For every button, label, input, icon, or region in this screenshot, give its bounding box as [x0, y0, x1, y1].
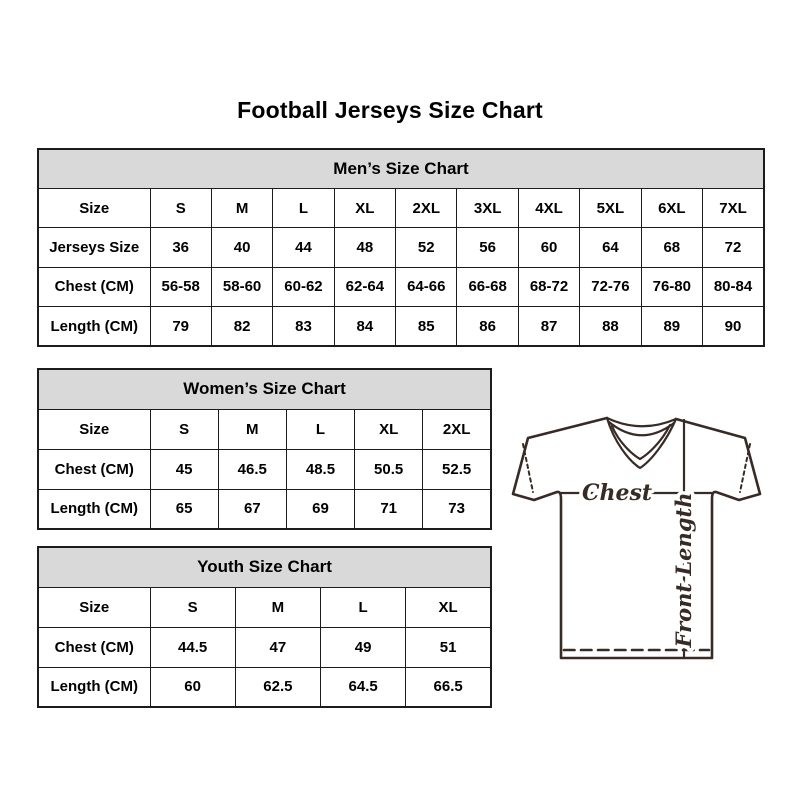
table-cell: 36: [150, 228, 211, 267]
table-cell: 66.5: [406, 667, 491, 707]
table-cell: 52.5: [423, 449, 491, 489]
table-cell: M: [218, 409, 286, 449]
table-cell: S: [150, 587, 235, 627]
table-row: [38, 228, 764, 267]
table-cell: XL: [406, 587, 491, 627]
table-cell: 66-68: [457, 267, 518, 306]
table-cell: 52: [396, 228, 457, 267]
table-cell: 47: [235, 627, 320, 667]
table-cell: 49: [321, 627, 406, 667]
table-cell: 83: [273, 307, 334, 346]
row-label: Chest (CM): [38, 267, 150, 306]
table-cell: 69: [286, 489, 354, 529]
table-cell: 82: [211, 307, 272, 346]
table-cell: 68: [641, 228, 702, 267]
table-cell: 48: [334, 228, 395, 267]
table-cell: 68-72: [518, 267, 579, 306]
row-label: Length (CM): [38, 489, 150, 529]
table-cell: L: [273, 188, 334, 227]
table-cell: 46.5: [218, 449, 286, 489]
row-label: Chest (CM): [38, 449, 150, 489]
table-cell: 80-84: [703, 267, 764, 306]
table-cell: 4XL: [518, 188, 579, 227]
table-cell: 56-58: [150, 267, 211, 306]
table-cell: 2XL: [396, 188, 457, 227]
table-cell: 50.5: [355, 449, 423, 489]
row-label: Jerseys Size: [38, 228, 150, 267]
left-cuff-dashed-line: [523, 444, 533, 492]
row-label: Length (CM): [38, 307, 150, 346]
youth-size-table: [37, 546, 492, 708]
table-title: Men’s Size Chart: [38, 149, 764, 188]
right-cuff-dashed-line: [740, 444, 750, 492]
mens-size-table: [37, 148, 765, 347]
jersey-collar: [607, 418, 676, 468]
table-cell: 79: [150, 307, 211, 346]
table-row: [38, 667, 491, 707]
row-label: Length (CM): [38, 667, 150, 707]
table-cell: 67: [218, 489, 286, 529]
table-cell: 88: [580, 307, 641, 346]
table-cell: 60: [518, 228, 579, 267]
table-row: [38, 587, 491, 627]
table-cell: 7XL: [703, 188, 764, 227]
page-title: Football Jerseys Size Chart: [237, 97, 543, 123]
row-label: Chest (CM): [38, 627, 150, 667]
table-row: [38, 307, 764, 346]
jersey-body-outline: [513, 418, 760, 658]
table-cell: M: [235, 587, 320, 627]
jersey-measurement-diagram: [500, 398, 780, 678]
row-label: Size: [38, 587, 150, 627]
chest-label: Chest: [581, 480, 653, 506]
table-cell: 56: [457, 228, 518, 267]
table-cell: 44.5: [150, 627, 235, 667]
table-cell: 87: [518, 307, 579, 346]
table-cell: XL: [334, 188, 395, 227]
table-cell: 90: [703, 307, 764, 346]
table-row: [38, 188, 764, 227]
table-cell: 64-66: [396, 267, 457, 306]
table-cell: S: [150, 409, 218, 449]
row-label: Size: [38, 188, 150, 227]
table-cell: 58-60: [211, 267, 272, 306]
table-cell: 65: [150, 489, 218, 529]
table-cell: M: [211, 188, 272, 227]
table-cell: 60-62: [273, 267, 334, 306]
front-length-label: Front Length: [671, 492, 696, 648]
table-title: Women’s Size Chart: [38, 369, 491, 409]
table-cell: 64: [580, 228, 641, 267]
table-row: [38, 409, 491, 449]
table-cell: 45: [150, 449, 218, 489]
table-cell: 64.5: [321, 667, 406, 707]
table-cell: 5XL: [580, 188, 641, 227]
table-cell: 44: [273, 228, 334, 267]
table-cell: 89: [641, 307, 702, 346]
row-label: Size: [38, 409, 150, 449]
table-cell: 3XL: [457, 188, 518, 227]
table-cell: S: [150, 188, 211, 227]
table-cell: XL: [355, 409, 423, 449]
table-cell: 73: [423, 489, 491, 529]
table-cell: 6XL: [641, 188, 702, 227]
table-cell: 71: [355, 489, 423, 529]
table-title: Youth Size Chart: [38, 547, 491, 587]
table-cell: 86: [457, 307, 518, 346]
table-cell: 40: [211, 228, 272, 267]
table-cell: 62-64: [334, 267, 395, 306]
table-row: [38, 267, 764, 306]
table-row: [38, 449, 491, 489]
womens-size-table: [37, 368, 492, 530]
table-cell: 62.5: [235, 667, 320, 707]
table-cell: 2XL: [423, 409, 491, 449]
table-row: [38, 489, 491, 529]
table-cell: 60: [150, 667, 235, 707]
table-cell: 84: [334, 307, 395, 346]
table-cell: 85: [396, 307, 457, 346]
table-cell: L: [321, 587, 406, 627]
table-row: [38, 627, 491, 667]
table-cell: L: [286, 409, 354, 449]
table-cell: 72-76: [580, 267, 641, 306]
table-cell: 76-80: [641, 267, 702, 306]
table-cell: 72: [703, 228, 764, 267]
table-cell: 48.5: [286, 449, 354, 489]
table-cell: 51: [406, 627, 491, 667]
